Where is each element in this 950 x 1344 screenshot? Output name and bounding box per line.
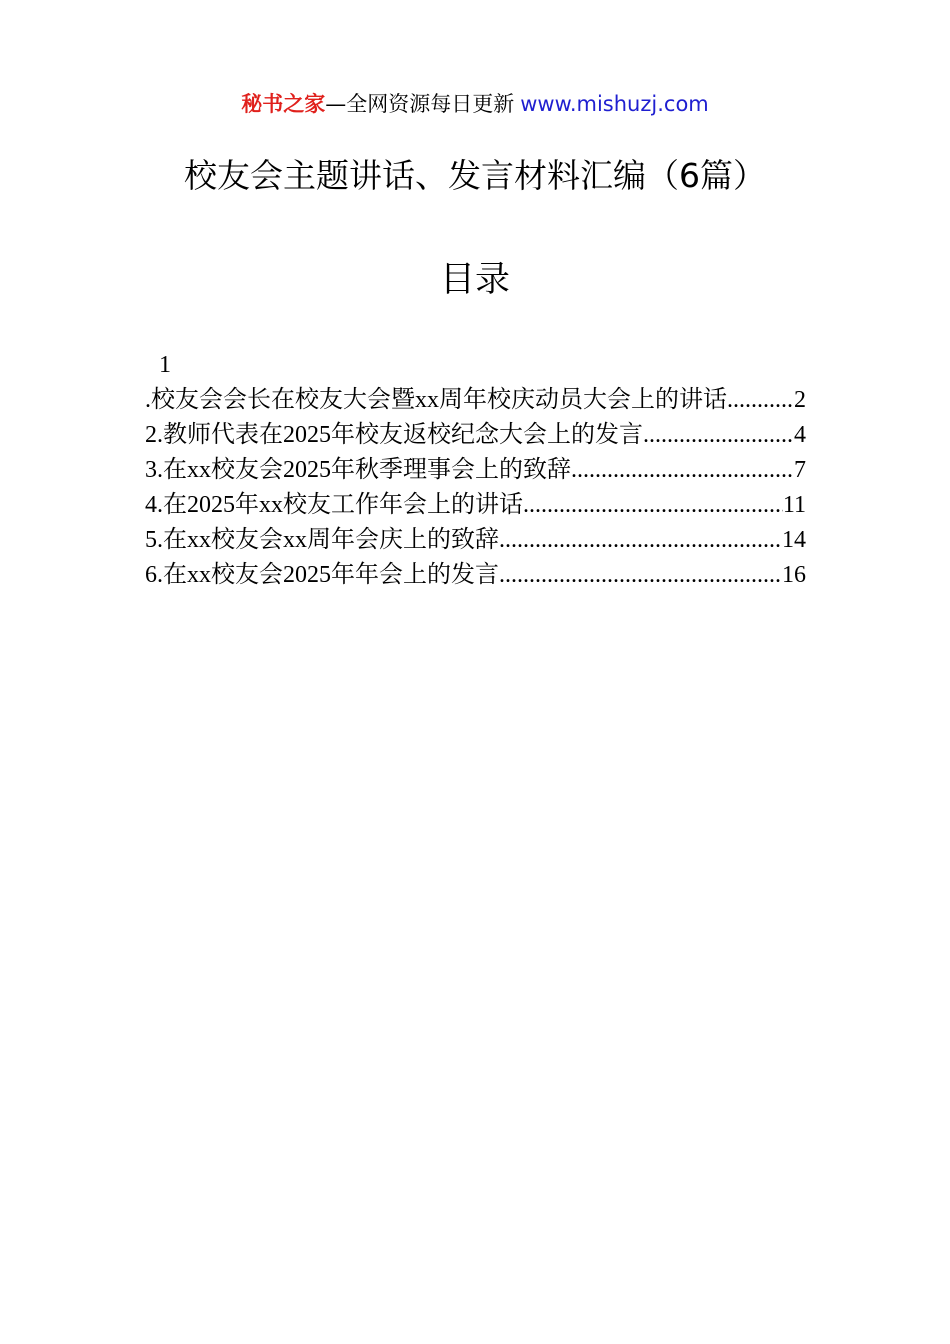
toc-entry-page: 14 [782, 527, 806, 553]
toc-entry-5[interactable] [145, 523, 806, 558]
toc-entry-1[interactable] [145, 383, 806, 418]
toc-entry-2[interactable] [145, 418, 806, 453]
toc-leader-dots [499, 523, 782, 558]
toc-entry-3[interactable] [145, 453, 806, 488]
toc-entry-label: 4.在2025年xx校友工作年会上的讲话 [145, 492, 523, 518]
toc-entry-page: 11 [782, 492, 806, 518]
toc-entry-page: 2 [794, 387, 806, 413]
toc-entry-page: 16 [782, 562, 806, 588]
toc-leader-dots [523, 488, 783, 523]
document-title: 校友会主题讲话、发言材料汇编（6篇） [184, 156, 766, 195]
toc-entry-label: 5.在xx校友会xx周年会庆上的致辞 [145, 527, 499, 553]
site-header [0, 88, 950, 120]
brand-name: 秘书之家 [241, 92, 326, 116]
toc-leader-dots [643, 418, 794, 453]
toc-leader-dots [571, 453, 794, 488]
toc-entry-4[interactable] [145, 488, 806, 523]
table-of-contents [145, 348, 806, 593]
toc-first-number-row [145, 348, 806, 383]
toc-leader-dots [499, 558, 782, 593]
toc-entry-page: 4 [794, 422, 806, 448]
toc-entry-6[interactable] [145, 558, 806, 593]
toc-entry-label: 6.在xx校友会2025年年会上的发言 [145, 562, 499, 588]
toc-leader-dots [727, 383, 794, 418]
toc-entry-label: .校友会会长在校友大会暨xx周年校庆动员大会上的讲话 [145, 387, 727, 413]
toc-first-number: 1 [159, 352, 171, 378]
site-url-link[interactable]: www.mishuzj.com [520, 92, 709, 116]
toc-heading: 目录 [439, 260, 510, 300]
toc-entry-page: 7 [794, 457, 806, 483]
toc-entry-label: 2.教师代表在2025年校友返校纪念大会上的发言 [145, 422, 643, 448]
header-tagline: —全网资源每日更新 [325, 92, 515, 116]
toc-entry-label: 3.在xx校友会2025年秋季理事会上的致辞 [145, 457, 571, 483]
